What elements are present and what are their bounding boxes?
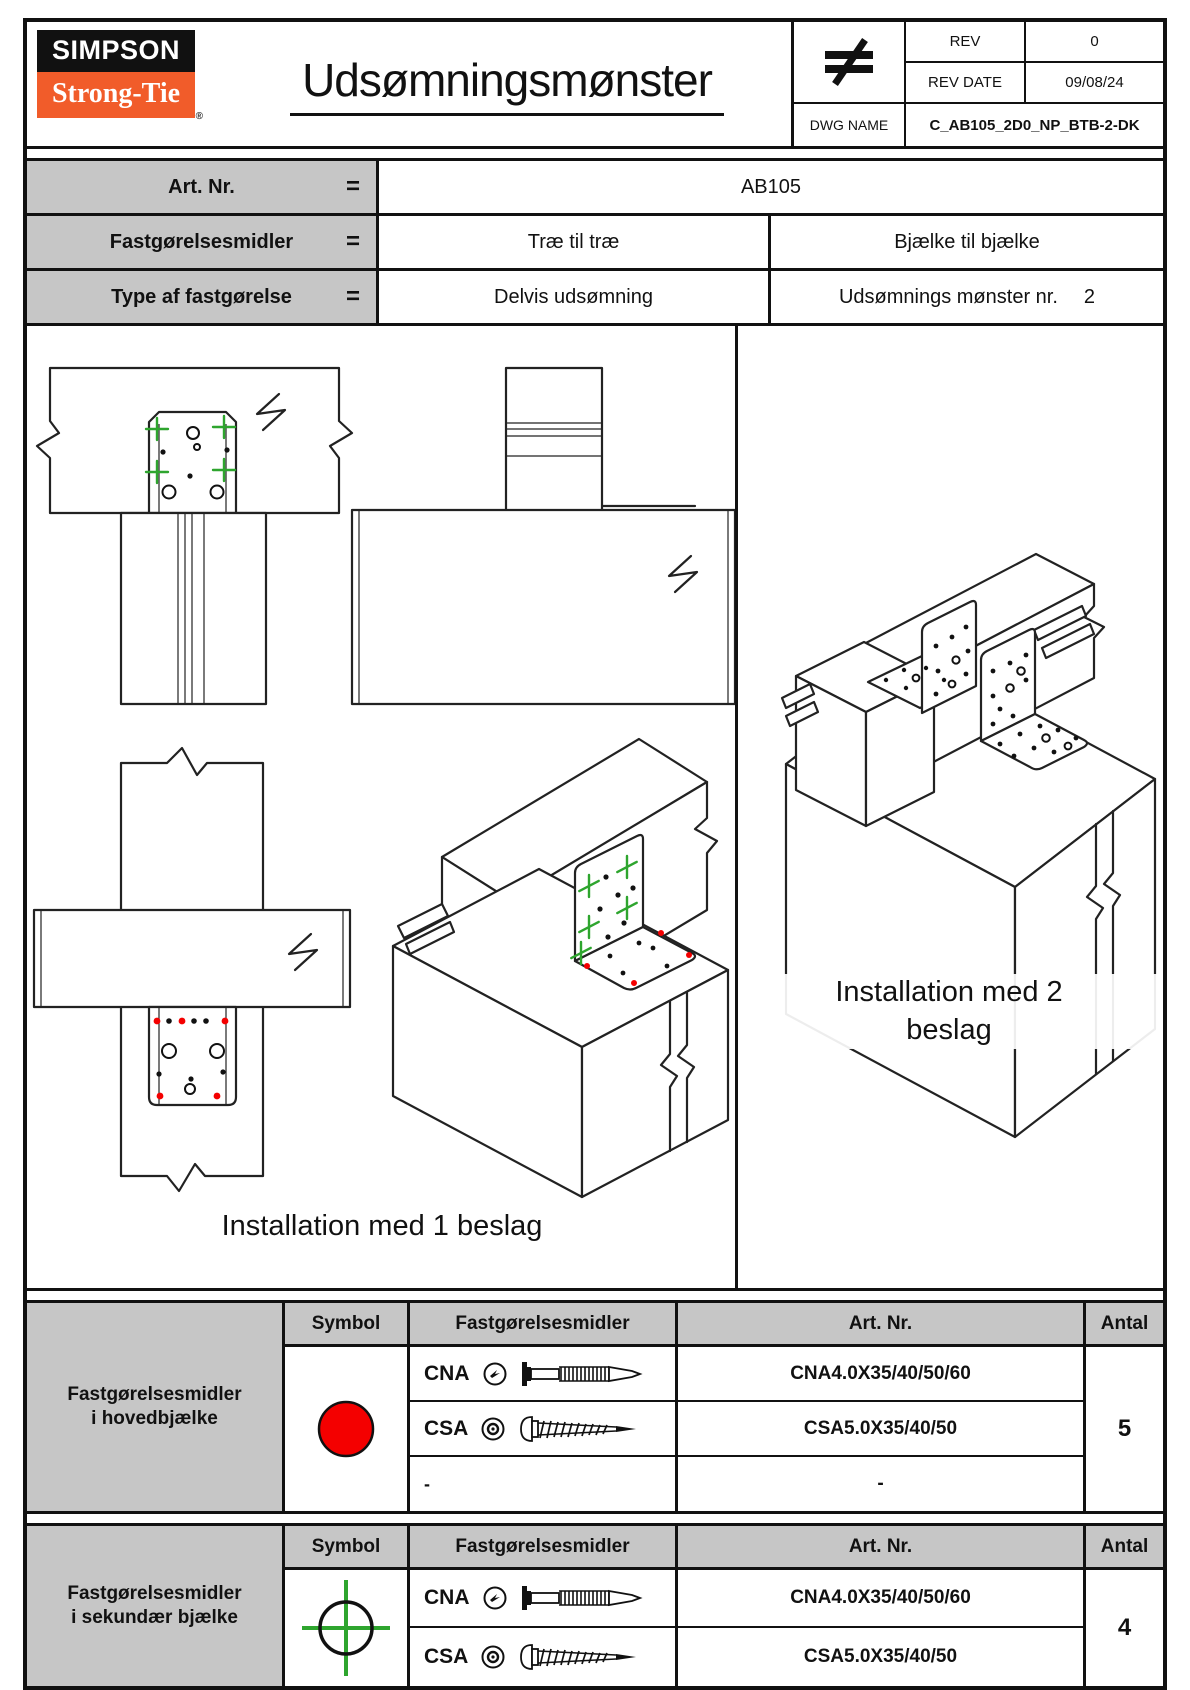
drawing-area (27, 326, 1163, 1288)
caption-one-bracket: Installation med 1 beslag (221, 1210, 543, 1242)
two-bracket-drawing (738, 326, 1160, 1288)
fastener-cell-dash: - (407, 1457, 675, 1511)
caption-two-line2: beslag (906, 1013, 992, 1046)
spec-row-artnr (27, 161, 1163, 216)
equals-sign: = (345, 283, 360, 310)
rev-value: 0 (1024, 22, 1163, 63)
fastener-code: CSA (424, 1416, 469, 1440)
logo-strongtie-text: Strong-Tie (51, 78, 181, 109)
logo-simpson: SIMPSON (37, 30, 195, 72)
col-header-artnr: Art. Nr. (675, 1526, 1083, 1570)
row-label-secondary-beam (27, 1526, 282, 1686)
fastener-table-main-beam (27, 1303, 1163, 1511)
csa-screw-icon (518, 1641, 648, 1673)
spec-label-fastener (27, 216, 379, 268)
row-label-line2: i sekundær bjælke (71, 1607, 238, 1628)
cna-nail-icon (520, 1358, 650, 1390)
side-view (352, 368, 735, 704)
dwg-name-label: DWG NAME (809, 117, 889, 133)
panel-two-brackets (738, 326, 1160, 1288)
spec-label-artnr (27, 161, 379, 213)
fastener-code: CNA (424, 1361, 470, 1385)
spec-label-type-text: Type af fastgørelse (111, 285, 292, 308)
spec-value-artnr: AB105 (740, 175, 802, 198)
not-equal-glyph (817, 38, 881, 86)
row-label-line1: Fastgørelsesmidler (67, 1583, 242, 1605)
fastener-code: CNA (424, 1586, 470, 1609)
col-header-artnr: Art. Nr. (675, 1303, 1083, 1347)
sheet-title-wrap (223, 22, 791, 146)
fastener-cell-cna (407, 1347, 675, 1402)
col-header-qty: Antal (1083, 1526, 1163, 1570)
row-label-main-beam (27, 1303, 282, 1511)
spec-row-fastener (27, 216, 1163, 271)
spec-value-type-right (771, 271, 1163, 323)
green-crosshair-circle-icon (296, 1576, 396, 1680)
drawing-sheet (23, 18, 1167, 1690)
artnr-cell: CNA4.0X35/40/50/60 (675, 1570, 1083, 1628)
spec-value-type-left: Delvis udsømning (379, 271, 771, 323)
fastener-cell-csa (407, 1628, 675, 1686)
spec-value-fastener-left: Træ til træ (379, 216, 771, 268)
col-header-symbol: Symbol (282, 1303, 407, 1347)
qty-cell: 5 (1083, 1347, 1163, 1511)
rev-label: REV (904, 22, 1024, 63)
caption-two-brackets (738, 974, 1160, 1049)
csa-head-icon (480, 1416, 506, 1442)
fastener-cell-csa (407, 1402, 675, 1457)
row-label-line2: i hovedbjælke (91, 1408, 218, 1429)
row-label-text (67, 1383, 241, 1431)
logo-strongtie (37, 72, 203, 122)
pattern-nr-value: 2 (1083, 285, 1096, 308)
cna-head-icon (482, 1361, 508, 1387)
fastener-table-secondary-beam (27, 1526, 1163, 1686)
rev-date-label: REV DATE (904, 63, 1024, 104)
dwg-name-value: C_AB105_2D0_NP_BTB-2-DK (904, 104, 1163, 146)
col-header-qty: Antal (1083, 1303, 1163, 1347)
red-filled-circle-icon (311, 1394, 381, 1464)
iso-view-two-brackets (782, 554, 1155, 1137)
pattern-nr-label: Udsømnings mønster nr. (838, 285, 1058, 308)
row-label-line1: Fastgørelsesmidler (67, 1384, 242, 1406)
col-header-fastener: Fastgørelsesmidler (407, 1526, 675, 1570)
not-equal-icon (794, 22, 904, 104)
registered-mark: ® (195, 111, 203, 122)
spec-value-fastener-right: Bjælke til bjælke (894, 230, 1040, 253)
cna-nail-icon (520, 1582, 650, 1614)
csa-screw-icon (518, 1413, 648, 1445)
caption-two-line1: Installation med 2 (835, 976, 1063, 1008)
divider (27, 1511, 1163, 1526)
one-bracket-drawing (27, 326, 735, 1288)
col-header-symbol: Symbol (282, 1526, 407, 1570)
qty-cell: 4 (1083, 1570, 1163, 1686)
sheet-title: Udsømningsmønster (290, 53, 724, 116)
panel-one-bracket (27, 326, 735, 1288)
fastener-cell-cna (407, 1570, 675, 1628)
row-label-text (67, 1582, 241, 1630)
spec-table (27, 161, 1163, 323)
divider (27, 1288, 1163, 1303)
green-crosshair-symbol (282, 1570, 407, 1686)
cna-head-icon (482, 1585, 508, 1611)
iso-view-one-bracket (393, 739, 728, 1197)
col-header-fastener: Fastgørelsesmidler (407, 1303, 675, 1347)
spec-label-artnr-text: Art. Nr. (168, 175, 235, 198)
spec-label-fastener-text: Fastgørelsesmidler (109, 230, 294, 253)
artnr-cell-dash: - (675, 1457, 1083, 1511)
spec-row-type (27, 271, 1163, 323)
rev-date-value: 09/08/24 (1024, 63, 1163, 104)
simpson-strongtie-logo (27, 22, 223, 146)
fastener-code: CSA (424, 1645, 469, 1668)
artnr-cell: CSA5.0X35/40/50 (675, 1628, 1083, 1686)
spec-label-type (27, 271, 379, 323)
front-view (37, 368, 352, 704)
equals-sign: = (345, 173, 360, 200)
equals-sign: = (345, 228, 360, 255)
artnr-cell: CNA4.0X35/40/50/60 (675, 1347, 1083, 1402)
title-header (27, 22, 1163, 146)
cross-view (34, 748, 350, 1191)
revision-block (791, 22, 1163, 146)
red-circle-symbol (282, 1347, 407, 1511)
csa-head-icon (480, 1644, 506, 1670)
artnr-cell: CSA5.0X35/40/50 (675, 1402, 1083, 1457)
divider (27, 146, 1163, 161)
